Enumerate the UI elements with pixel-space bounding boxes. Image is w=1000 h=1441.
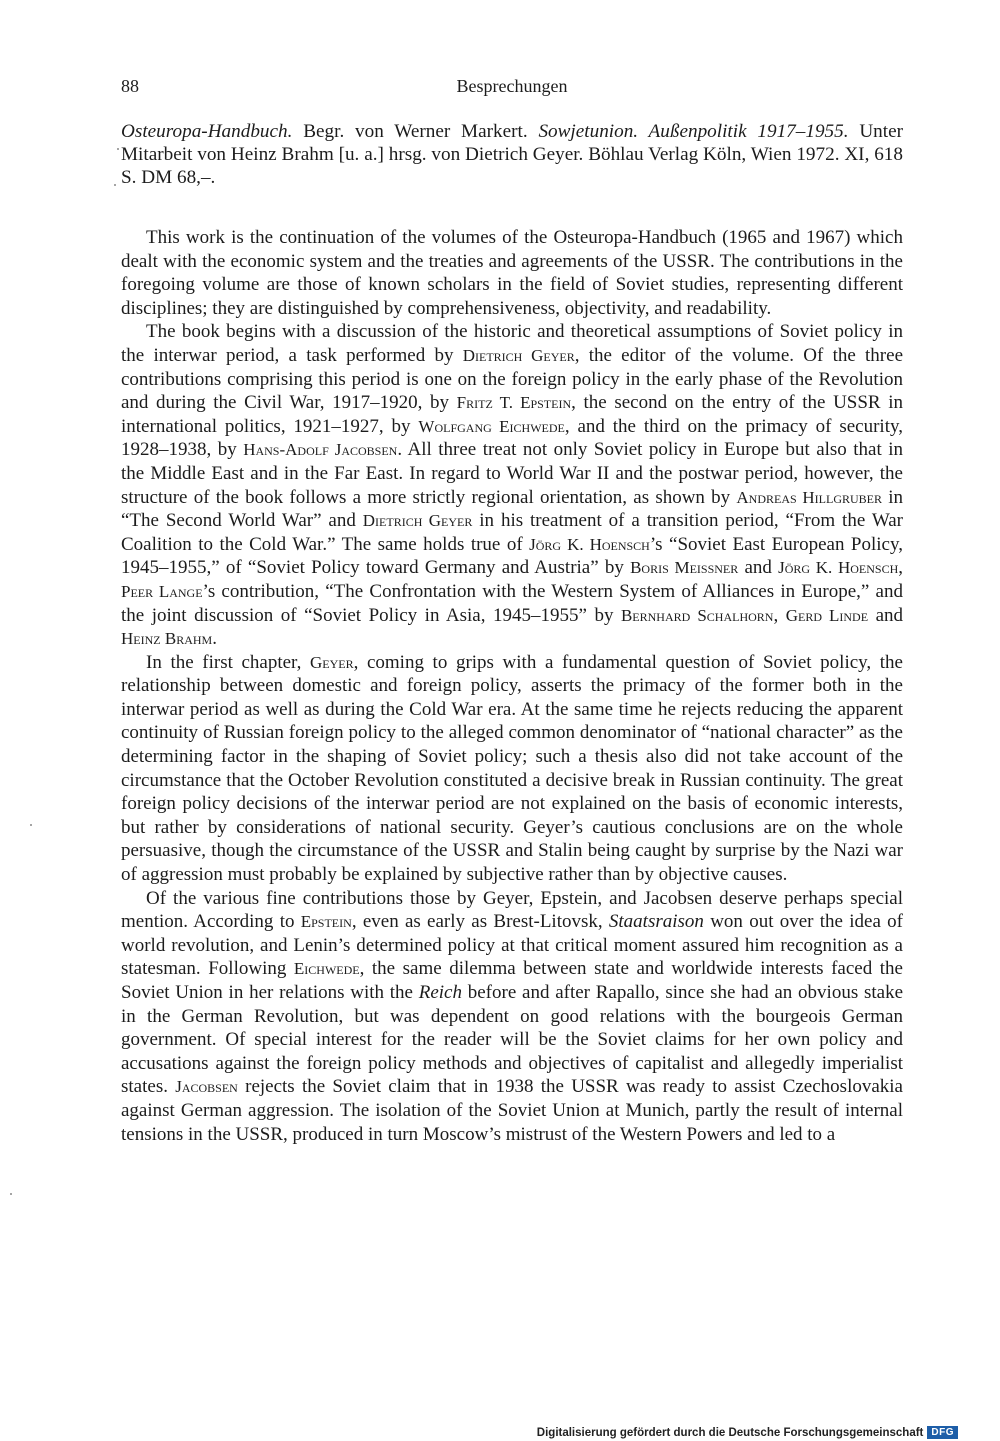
author-name: Andreas Hillgruber	[736, 487, 883, 507]
text-run: The book begins with a discussion of the historic and theoretical assumptions of Soviet policy in the interwar period, a task performed by	[121, 321, 903, 366]
review-body	[121, 226, 903, 1146]
author-name: Epstein	[300, 912, 352, 932]
author-name: Bernhard Schalhorn	[620, 605, 774, 625]
text-run: and	[738, 557, 779, 579]
page-number: 88	[121, 76, 139, 96]
paragraph-1: This work is the continuation of the volumes of the Osteuropa-Handbuch (1965 and 1967) which dealt with the economic system and the treaties and agreements of the USSR. The contributions in the foregoing volume are those of known scholars in the field of Soviet studies, representing different disciplines; they are distinguished by comprehensiveness, objectivity, and readability.	[121, 227, 903, 319]
page-footer	[537, 1426, 958, 1439]
text-run: , the same dilemma between state and worldwide interests faced the Soviet Union in her relations with the	[121, 958, 903, 1003]
paragraph-4	[121, 887, 903, 1147]
text-run: , the second on the entry of the USSR in international politics, 1921–1927, by	[121, 392, 903, 437]
author-name: Jacobsen	[175, 1077, 238, 1097]
citation-details: Unter Mitarbeit von Heinz Brahm [u. a.] hrsg. von Dietrich Geyer. Böhlau Verlag Köln, Wien 1972. XI, 618 S. DM 68,–.	[121, 121, 904, 188]
author-name: Dietrich Geyer	[362, 511, 473, 531]
scan-speck	[117, 148, 119, 150]
author-name: Heinz Brahm	[121, 629, 213, 649]
author-name: Eichwede	[293, 959, 360, 979]
footer-text: Digitalisierung gefördert durch die Deutsche Forschungsgemeinschaft	[536, 1426, 924, 1439]
text-run: ,	[773, 604, 786, 626]
page-header	[121, 76, 903, 100]
text-run: . All three treat not only Soviet policy in Europe but also that in the Middle East and in the Far East. In regard to World War II and the postwar period, however, the structure of the book follows a more strictly regional orientation, as shown by	[121, 439, 904, 508]
italic-term: Reich	[418, 982, 462, 1003]
text-run: , even as early as Brest-Litovsk,	[351, 911, 609, 933]
author-name: Boris Meissner	[630, 558, 739, 578]
text-run: ’s “Soviet East European Policy, 1945–1955,” of “Soviet Policy toward Germany and Austria” by	[121, 533, 904, 579]
text-run: rejects the Soviet claim that in 1938 the USSR was ready to assist Czechoslovakia against German aggression. The isolation of the Soviet Union at Munich, partly the result of internal tensions in the USSR, produced in turn Moscow’s mistrust of the Western Powers and led to a	[121, 1076, 903, 1145]
dfg-logo-icon: DFG	[927, 1426, 958, 1439]
text-run: , and the third on the primacy of security, 1928–1938, by	[121, 415, 904, 461]
text-run: Of the various fine contributions those by Geyer, Epstein, and Jacobsen deserve perhaps special mention. According to	[121, 887, 903, 933]
author-name: Peer Lange	[121, 581, 203, 601]
text-run: , the editor of the volume. Of the three contributions comprising this period is one on the foreign policy in the early phase of the Revolution and during the Civil War, 1917–1920, by	[121, 344, 904, 414]
bibliographic-citation	[121, 120, 903, 189]
citation-title: Osteuropa-Handbuch.	[121, 121, 293, 142]
text-run: won out over the idea of world revolution, and Lenin’s determined policy at that critical moment assured him recognition as a statesman. Following	[121, 911, 903, 980]
author-name: Wolfgang Eichwede	[418, 416, 565, 436]
citation-founder: Begr. von Werner Markert.	[292, 121, 539, 142]
text-run: in “The Second World War” and	[121, 486, 904, 532]
author-name: Dietrich Geyer	[462, 345, 575, 365]
scan-speck	[10, 1193, 12, 1195]
scan-speck	[114, 184, 116, 186]
text-run: in his treatment of a transition period, “From the War Coalition to the Cold War.” The same holds true of	[121, 510, 903, 555]
text-run: ,	[898, 557, 904, 579]
text-run: and	[868, 604, 904, 626]
scan-speck	[30, 824, 32, 826]
text-run: , coming to grips with a fundamental question of Soviet policy, the relationship between domestic and foreign policy, asserts the primacy of the former both in the interwar period as well as during the Cold War era. At the same time he rejects reducing the apparent continuity of Russian foreign policy to the alleged common denominator of “national character” as the determining factor in the shaping of Soviet policy; such a thesis also did not take account of the circumstance that the October Revolution constituted a decisive break in Russian continuity. The great foreign policy decisions of the interwar period are not explained on the basis of economic interests, but rather by considerations of national security. Geyer’s cautious conclusions are on the whole persuasive, though the circumstance of the USSR and Stalin being caught by surprise by the Nazi war of aggression must probably be explained by subjective rather than by objective causes.	[121, 651, 903, 886]
running-head: Besprechungen	[456, 76, 568, 96]
author-name: Jörg K. Hoensch	[529, 534, 650, 554]
italic-term: Staatsraison	[608, 911, 704, 933]
author-name: Hans-Adolf Jacobsen	[243, 440, 398, 460]
paragraph-3	[121, 651, 903, 887]
text-run: .	[212, 628, 217, 650]
text-run: before and after Rapallo, since she had an obvious stake in the German Revolution, but was dependent on good relations with the bourgeois German government. Of special interest for the reader will be the Soviet claims for her own policy and accusations against the foreign policy methods and objectives of capitalist and allegedly imperialist states.	[121, 982, 903, 1098]
text-run: ’s contribution, “The Confrontation with the Western System of Alliances in Europe,” and the joint discussion of “Soviet Policy in Asia, 1945–1955” by	[121, 580, 903, 626]
text-run: In the first chapter,	[146, 651, 310, 673]
author-name: Jörg K. Hoensch	[778, 558, 899, 578]
author-name: Gerd Linde	[785, 605, 869, 625]
author-name: Geyer	[309, 652, 354, 672]
author-name: Fritz T. Epstein	[456, 393, 572, 413]
paragraph-2	[121, 320, 903, 650]
citation-subtitle: Sowjetunion. Außenpolitik 1917–1955.	[538, 121, 849, 142]
